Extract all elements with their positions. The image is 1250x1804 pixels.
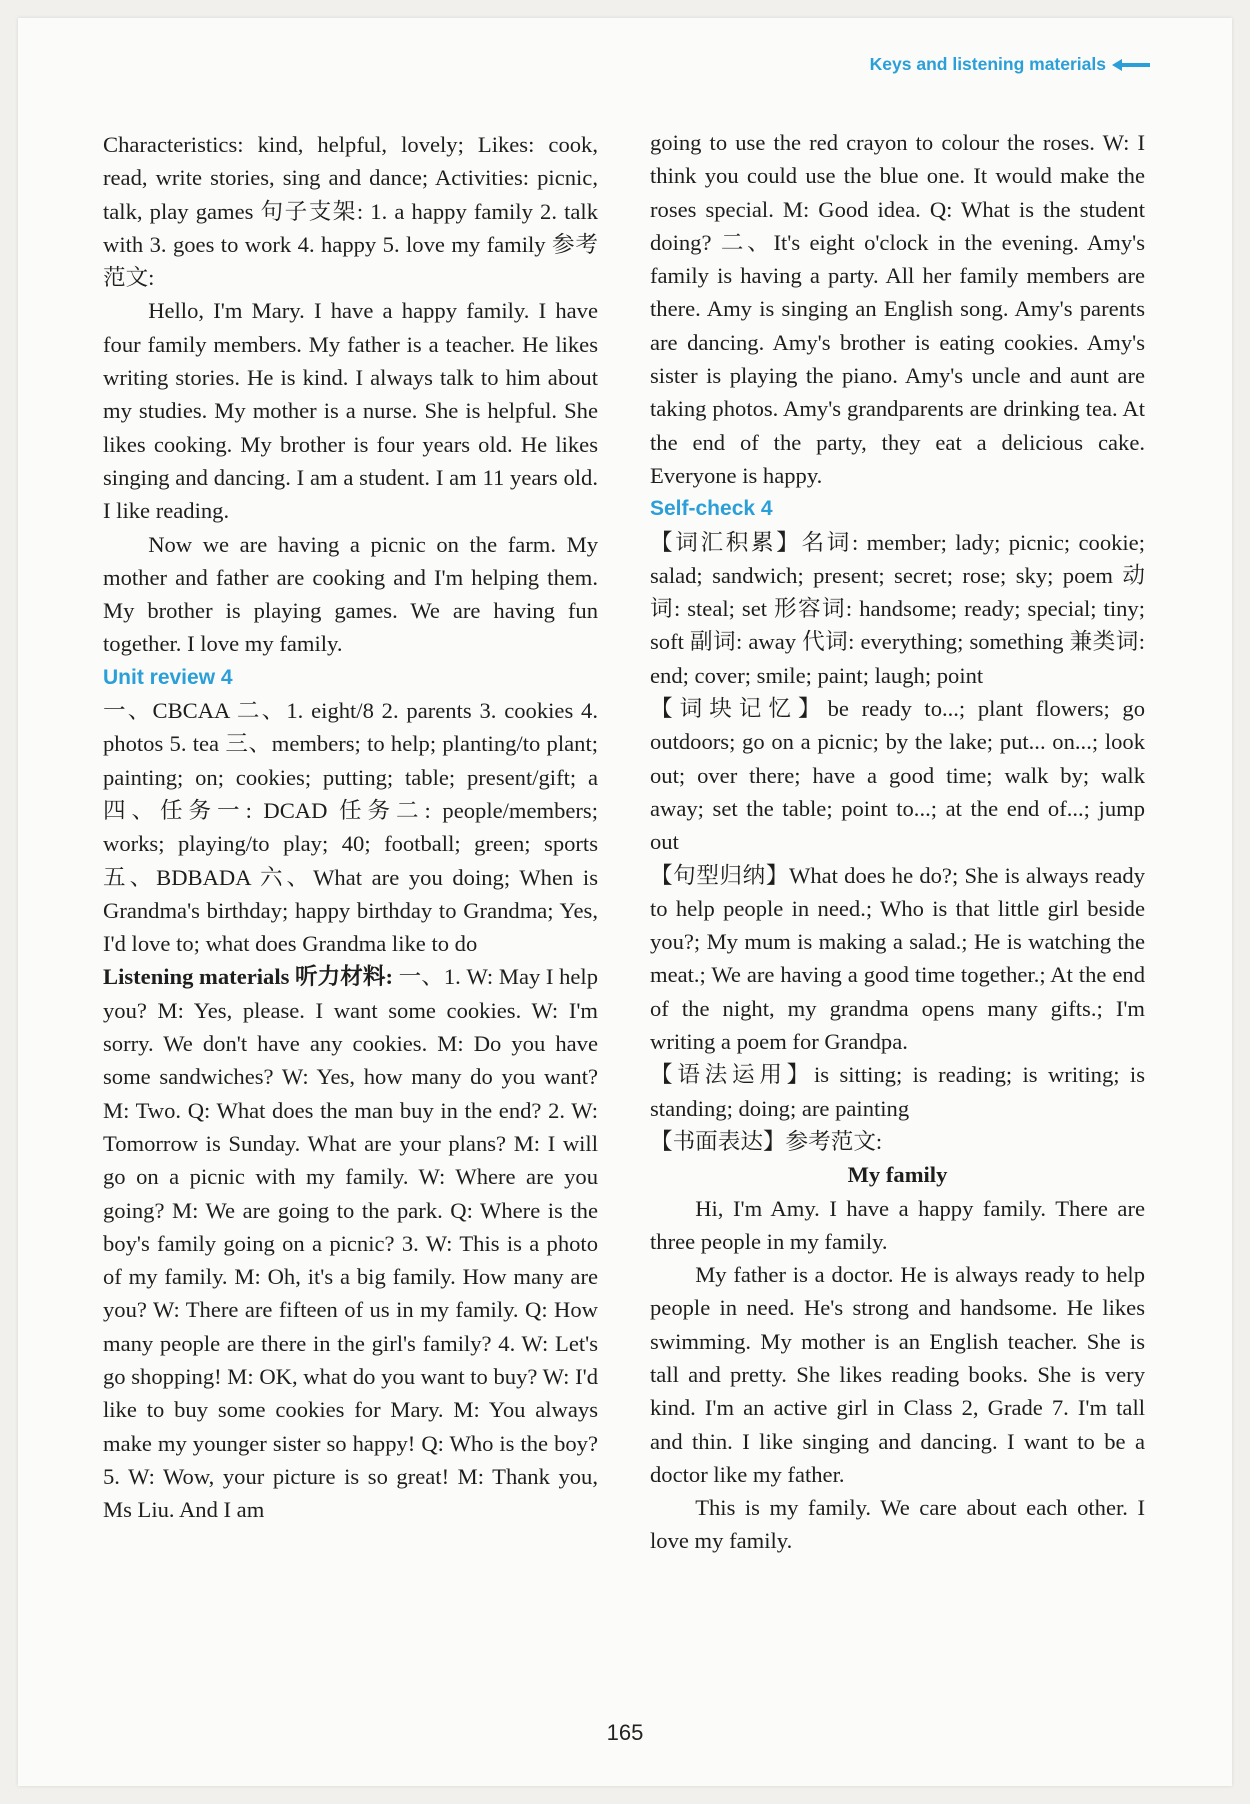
listening-label: Listening materials 听力材料: (103, 964, 393, 990)
chunks-section: 【词块记忆】be ready to...; plant flowers; go outdoors; go on a picnic; by the lake; put... on...; look out; over there; have a good time; walk by; walk away; set the table; point to...; at the end of...; jump out (650, 696, 1145, 855)
vocab-section: 【词汇积累】名词: member; lady; picnic; cookie; salad; sandwich; present; secret; rose; sky; poem 动词: steal; set 形容词: handsome; ready; special; tiny; soft 副词: away 代词: everything; something 兼类词: end; cover; smile; paint; laugh; point (650, 529, 1145, 688)
running-header (870, 54, 1150, 75)
unit-review-answers: 一、CBCAA 二、1. eight/8 2. parents 3. cookies 4. photos 5. tea 三、members; to help; planting/to plant; painting; on; cookies; putting; table; present/gift; a 四、任务一: DCAD 任务二: people/members; works; playing/to play; 40; football; green; sports 五、BDBADA 六、What are you doing; When is Grandma's birthday; happy birthday to Grandma; Yes, I'd love to; what does Grandma like to do (103, 698, 598, 957)
left-column (103, 128, 598, 1526)
sample-paragraph-1: Hello, I'm Mary. I have a happy family. I have four family members. My father is a teacher. He likes writing stories. He is kind. I always talk to him about my studies. My mother is a nurse. She is helpful. She likes cooking. My brother is four years old. He likes singing and dancing. I am a student. I am 11 years old. I like reading. (103, 298, 598, 524)
page-number: 165 (606, 1720, 644, 1745)
unit-review-heading: Unit review 4 (103, 665, 233, 689)
right-column (650, 126, 1145, 1558)
writing-section: 【书面表达】参考范文: (650, 1128, 883, 1154)
sample-paragraph-2: Now we are having a picnic on the farm. My mother and father are cooking and I'm helping them. My brother is playing games. We are having fun together. I love my family. (103, 531, 598, 657)
essay-paragraph-2: My father is a doctor. He is always ready to help people in need. He's strong and handsome. He likes swimming. My mother is an English teacher. She is tall and pretty. She likes reading books. She is very kind. I'm an active girl in Class 2, Grade 7. I'm tall and thin. I like singing and dancing. I want to be a doctor like my father. (650, 1262, 1145, 1487)
outline-paragraph: Characteristics: kind, helpful, lovely; Likes: cook, read, write stories, sing and dance; Activities: picnic, talk, play games 句子支架: 1. a happy family 2. talk with 3. goes to work 4. happy 5. love my family 参考范文: (103, 132, 598, 291)
self-check-heading: Self-check 4 (650, 497, 773, 521)
listening-paragraph (103, 960, 598, 1526)
grammar-section: 【语法运用】is sitting; is reading; is writing; is standing; doing; are painting (650, 1062, 1145, 1121)
essay-paragraph-1: Hi, I'm Amy. I have a happy family. There are three people in my family. (650, 1195, 1145, 1254)
listening-text: 一、1. W: May I help you? M: Yes, please. I want some cookies. W: I'm sorry. We don't have any cookies. M: Do you have some sandwiches? W: Yes, how many do you want? M: Two. Q: What does the man buy in the end? 2. W: Tomorrow is Sunday. What are your plans? M: I will go on a picnic with my family. W: Where are you going? M: We are going to the park. Q: Where is the boy's family going on a picnic? 3. W: This is a photo of my family. M: Oh, it's a big family. How many are you? W: There are fifteen of us in my family. Q: How many people are there in the girl's family? 4. W: Let's go shopping! M: OK, what do you want to buy? W: I'd like to buy some cookies for Mary. M: You always make my younger sister so happy! Q: Who is the boy? 5. W: Wow, your picture is so great! M: Thank you, Ms Liu. And I am (103, 964, 599, 1523)
essay-title: My family (847, 1162, 948, 1188)
essay-paragraph-3: This is my family. We care about each other. I love my family. (650, 1495, 1145, 1554)
arrow-left-icon (1112, 58, 1150, 72)
listening-continuation: going to use the red crayon to colour the roses. W: I think you could use the blue one. It would make the roses special. M: Good idea. Q: What is the student doing? 二、It's eight o'clock in the evening. Amy's family is having a party. All her family members are there. Amy is singing an English song. Amy's parents are dancing. Amy's brother is eating cookies. Amy's sister is playing the piano. Amy's uncle and aunt are taking photos. Amy's grandparents are drinking tea. At the end of the party, they eat a delicious cake. Everyone is happy. (650, 130, 1145, 488)
header-title: Keys and listening materials (869, 54, 1106, 74)
sentences-section: 【句型归纳】What does he do?; She is always ready to help people in need.; Who is that little girl beside you?; My mum is making a salad.; He is watching the meat.; We are having a good time together.; At the end of the night, my grandma opens many gifts.; I'm writing a poem for Grandpa. (650, 862, 1145, 1055)
